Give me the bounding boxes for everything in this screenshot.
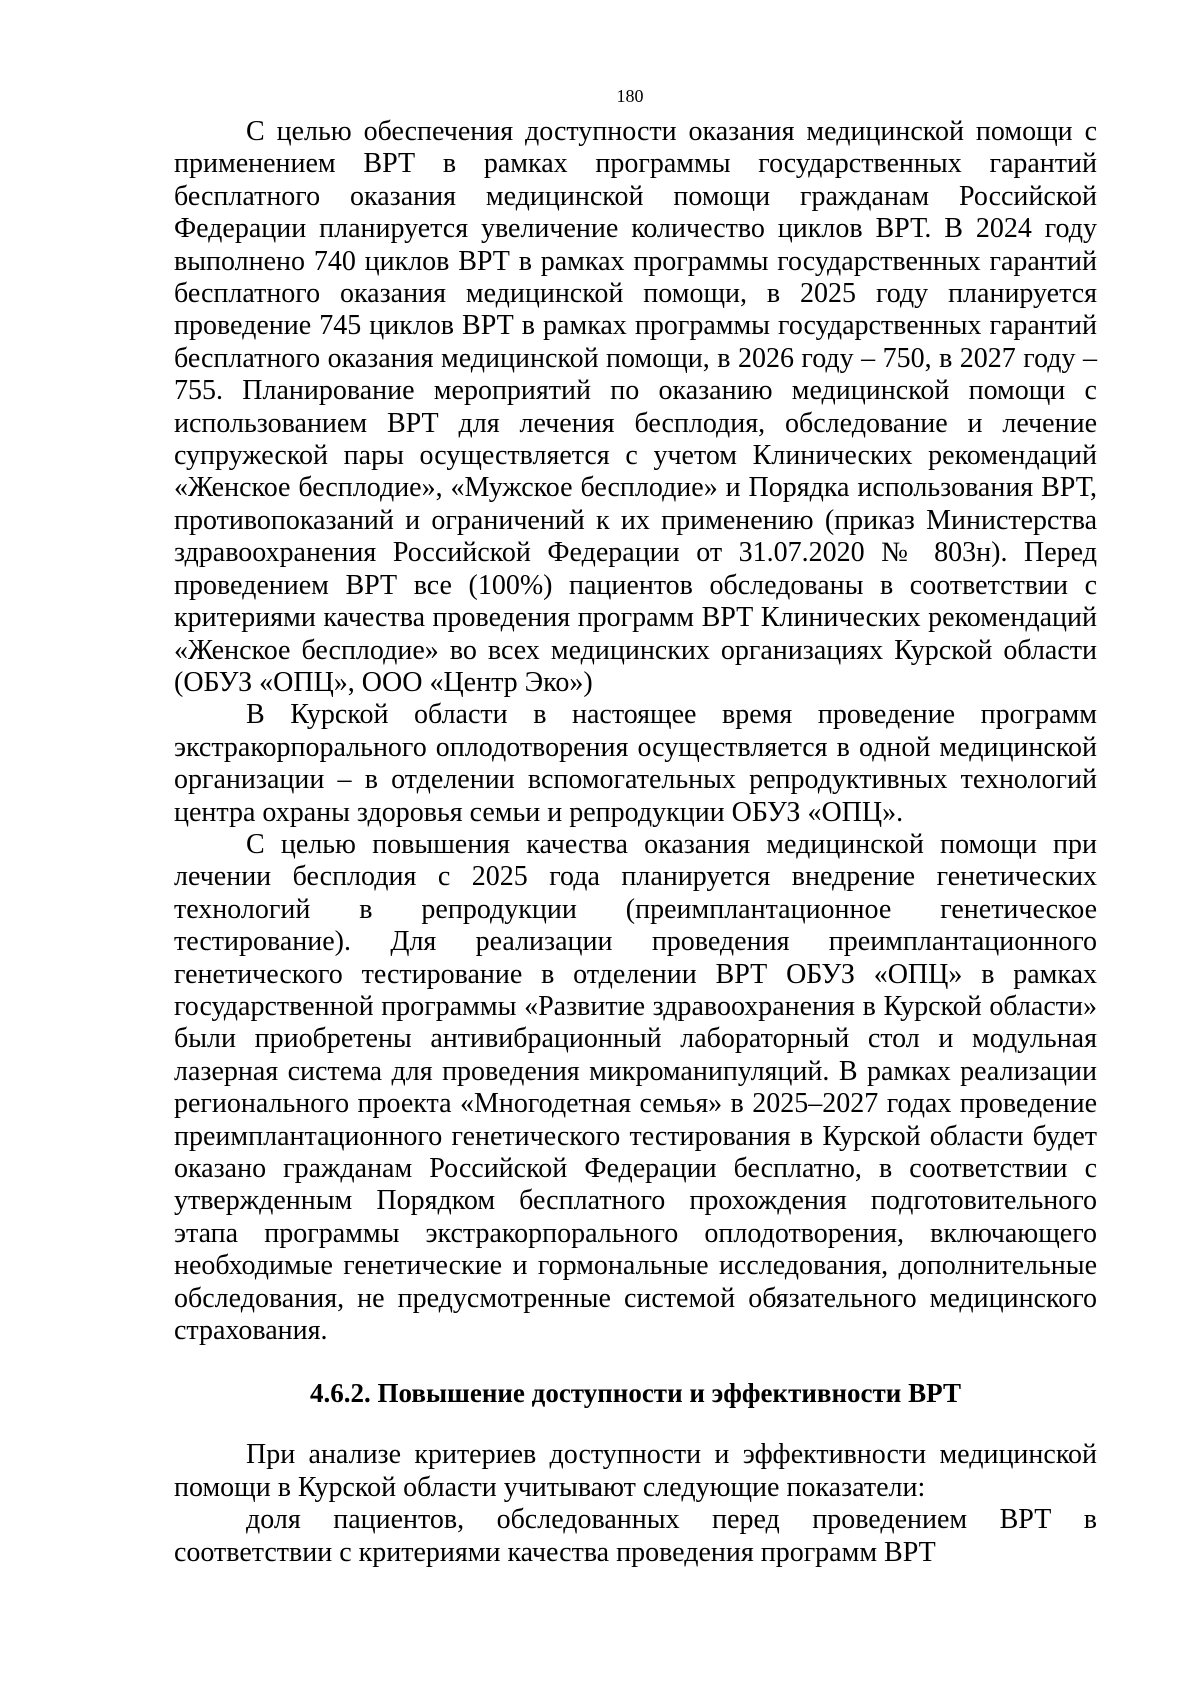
section-heading: 4.6.2. Повышение доступности и эффективности ВРТ (310, 1378, 961, 1409)
paragraph-criteria-intro: При анализе критериев доступности и эффективности медицинской помощи в Курской области учитывают следующие показатели: (174, 1439, 1097, 1503)
paragraph-genetic-testing: С целью повышения качества оказания медицинской помощи при лечении бесплодия с 2025 года планируется внедрение генетических технологий в репродукции (преимплантационное генетическое тестирование). Для реализации проведения преимплантационного генетического тестирование в отделении ВРТ ОБУЗ «ОПЦ» в рамках государственной программы «Развитие здравоохранения в Курской области» были приобретены антивибрационный лабораторный стол и модульная лазерная система для проведения микроманипуляций. В рамках реализации регионального проекта «Многодетная семья» в 2025–2027 годах проведение преимплантационного генетического тестирования в Курской области будет оказано гражданам Российской Федерации бесплатно, в соответствии с утвержденным Порядком бесплатного прохождения подготовительного этапа программы экстракорпорального оплодотворения, включающего необходимые генетические и гормональные исследования, дополнительные обследования, не предусмотренные системой обязательного медицинского страхования. (174, 828, 1097, 1347)
page-number: 180 (616, 86, 644, 106)
paragraph-eco-organization: В Курской области в настоящее время проведение программ экстракорпорального оплодотворения осуществляется в одной медицинской организации – в отделении вспомогательных репродуктивных технологий центра охраны здоровья семьи и репродукции ОБУЗ «ОПЦ». (174, 699, 1097, 828)
document-body (174, 116, 1097, 1569)
paragraph-criteria-item: доля пациентов, обследованных перед проведением ВРТ в соответствии с критериями качества проведения программ ВРТ (174, 1504, 1097, 1568)
paragraph-vrt-cycles: С целью обеспечения доступности оказания медицинской помощи с применением ВРТ в рамках программы государственных гарантий бесплатного оказания медицинской помощи гражданам Российской Федерации планируется увеличение количество циклов ВРТ. В 2024 году выполнено 740 циклов ВРТ в рамках программы государственных гарантий бесплатного оказания медицинской помощи, в 2025 году планируется проведение 745 циклов ВРТ в рамках программы государственных гарантий бесплатного оказания медицинской помощи, в 2026 году – 750, в 2027 году – 755. Планирование мероприятий по оказанию медицинской помощи с использованием ВРТ для лечения бесплодия, обследование и лечение супружеской пары осуществляется с учетом Клинических рекомендаций «Женское бесплодие», «Мужское бесплодие» и Порядка использования ВРТ, противопоказаний и ограничений к их применению (приказ Министерства здравоохранения Российской Федерации от 31.07.2020 № 803н). Перед проведением ВРТ все (100%) пациентов обследованы в соответствии с критериями качества проведения программ ВРТ Клинических рекомендаций «Женское бесплодие» во всех медицинских организациях Курской области (ОБУЗ «ОПЦ», ООО «Центр Эко») (174, 116, 1097, 698)
